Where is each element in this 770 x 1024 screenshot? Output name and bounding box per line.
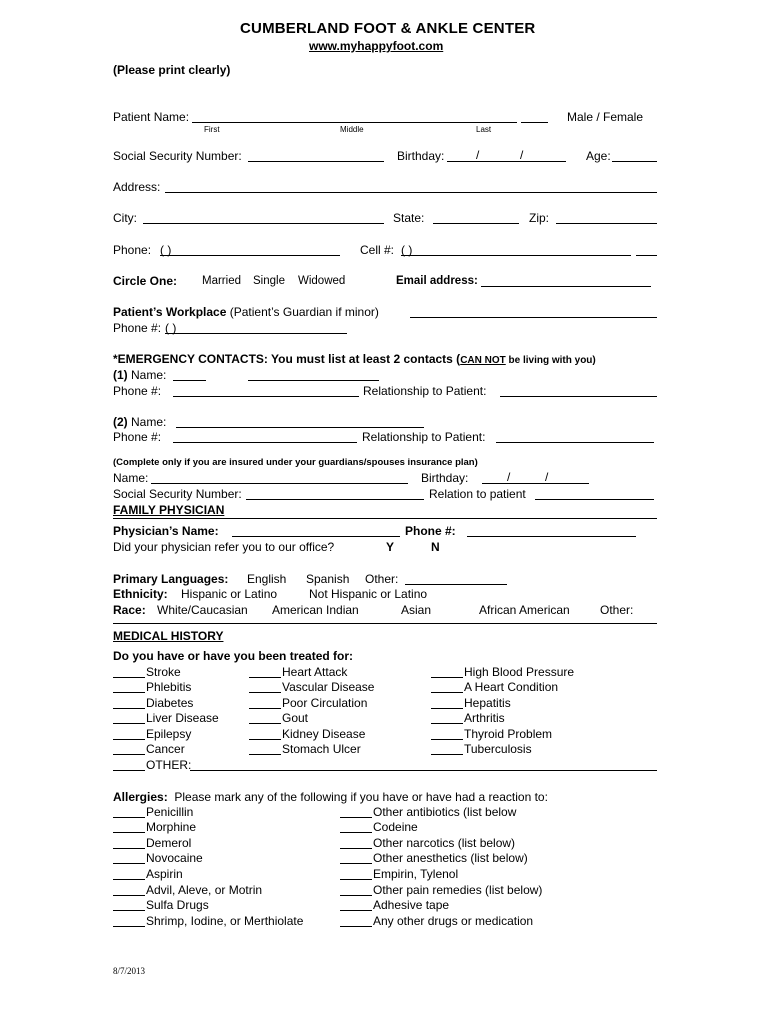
contact1-relationship-label: Relationship to Patient:	[363, 384, 487, 398]
allergy-other-narcotics: Other narcotics (list below)	[373, 836, 516, 850]
print-instruction: (Please print clearly)	[113, 63, 231, 77]
allergy-other-anesthetics: Other anesthetics (list below)	[373, 851, 528, 865]
condition-checkline[interactable]	[249, 739, 281, 740]
birthday-separator: /	[520, 148, 524, 162]
workplace-label: Patient’s Workplace	[113, 305, 227, 319]
physician-name-label: Physician’s Name:	[113, 524, 219, 538]
guardian-note: (Complete only if you are insured under your guardians/spouses insurance plan)	[113, 457, 478, 468]
languages-label: Primary Languages:	[113, 572, 229, 586]
condition-checkline[interactable]	[249, 677, 281, 678]
guardian-birthday-separator: /	[545, 470, 549, 484]
physician-phone-label: Phone #:	[405, 524, 456, 538]
contact1-name-label: Name:	[131, 368, 167, 382]
allergies-label: Allergies:	[113, 790, 168, 804]
allergies-instruction: Please mark any of the following if you have or have had a reaction to:	[174, 790, 548, 804]
condition-hepatitis: Hepatitis	[464, 696, 511, 710]
allergy-morphine: Morphine	[146, 820, 197, 834]
contact1-name-row	[113, 369, 166, 381]
condition-checkline[interactable]	[431, 677, 463, 678]
referral-yes-option[interactable]: Y	[386, 540, 395, 554]
condition-vascular-disease: Vascular Disease	[282, 680, 375, 694]
language-option-english[interactable]: English	[247, 572, 287, 586]
referral-question: Did your physician refer you to our office?	[113, 540, 335, 554]
condition-checkline[interactable]	[249, 708, 281, 709]
guardian-ssn-label: Social Security Number:	[113, 487, 242, 501]
condition-epilepsy: Epilepsy	[146, 727, 192, 741]
allergies-heading	[113, 791, 548, 803]
medical-history-question: Do you have or have you been treated for:	[113, 649, 354, 663]
allergy-sulfa-drugs: Sulfa Drugs	[146, 898, 209, 912]
allergy-checkline[interactable]	[113, 879, 145, 880]
condition-checkline[interactable]	[113, 770, 145, 771]
condition-poor-circulation: Poor Circulation	[282, 696, 368, 710]
condition-checkline[interactable]	[113, 692, 145, 693]
language-option-spanish[interactable]: Spanish	[306, 572, 350, 586]
zip-field[interactable]	[556, 223, 657, 224]
condition-phlebitis: Phlebitis	[146, 680, 192, 694]
allergy-shrimp-iodine-merthiolate: Shrimp, Iodine, or Merthiolate	[146, 914, 304, 928]
ssn-label: Social Security Number:	[113, 149, 242, 163]
race-label: Race:	[113, 603, 146, 617]
condition-kidney-disease: Kidney Disease	[282, 727, 366, 741]
contact2-phone-field[interactable]	[173, 442, 357, 443]
zip-label: Zip:	[529, 211, 550, 225]
contact2-name-field[interactable]	[176, 427, 424, 428]
condition-checkline[interactable]	[249, 723, 281, 724]
condition-stomach-ulcer: Stomach Ulcer	[282, 742, 361, 756]
condition-checkline[interactable]	[431, 692, 463, 693]
allergy-any-other-drugs: Any other drugs or medication	[373, 914, 534, 928]
allergy-demerol: Demerol	[146, 836, 192, 850]
condition-checkline[interactable]	[113, 754, 145, 755]
allergy-checkline[interactable]	[113, 863, 145, 864]
physician-name-field[interactable]	[232, 536, 400, 537]
workplace-field[interactable]	[410, 317, 657, 318]
guardian-relation-label: Relation to patient	[429, 487, 526, 501]
contact2-name-label: Name:	[131, 415, 167, 429]
circle-one-label: Circle One:	[113, 274, 178, 288]
condition-heart-attack: Heart Attack	[282, 665, 348, 679]
guardian-birthday-field[interactable]	[482, 483, 589, 484]
workplace-phone-area-code: ( )	[165, 321, 177, 335]
referral-no-option[interactable]: N	[431, 540, 440, 554]
emergency-heading	[113, 353, 596, 366]
allergy-checkline[interactable]	[340, 895, 372, 896]
workplace-phone-label: Phone #:	[113, 321, 162, 335]
condition-checkline[interactable]	[431, 708, 463, 709]
allergy-checkline[interactable]	[113, 926, 145, 927]
marital-option-single[interactable]: Single	[253, 275, 285, 287]
contact1-relationship-field[interactable]	[500, 396, 657, 397]
race-option-asian[interactable]: Asian	[401, 603, 432, 617]
allergy-checkline[interactable]	[113, 832, 145, 833]
language-other-field[interactable]	[405, 584, 507, 585]
race-option-other[interactable]: Other:	[600, 603, 634, 617]
city-field[interactable]	[143, 223, 384, 224]
guardian-relation-field[interactable]	[535, 499, 654, 500]
birthday-field[interactable]	[447, 161, 566, 162]
allergy-checkline[interactable]	[113, 910, 145, 911]
allergy-checkline[interactable]	[340, 848, 372, 849]
physician-phone-field[interactable]	[467, 536, 636, 537]
emergency-heading-tail: be living with you)	[505, 355, 596, 366]
contact2-phone-label: Phone #:	[113, 430, 162, 444]
section-divider	[113, 623, 657, 624]
allergy-checkline[interactable]	[340, 910, 372, 911]
allergy-aspirin: Aspirin	[146, 867, 183, 881]
allergy-checkline[interactable]	[340, 863, 372, 864]
patient-name-label: Patient Name:	[113, 110, 190, 124]
contact2-number: (2)	[113, 415, 128, 429]
birthday-label: Birthday:	[397, 149, 445, 163]
clinic-website-link[interactable]: www.myhappyfoot.com	[309, 39, 444, 53]
contact2-relationship-field[interactable]	[496, 442, 654, 443]
emergency-heading-text: *EMERGENCY CONTACTS: You must list at least 2 contacts (	[113, 352, 461, 366]
address-field[interactable]	[165, 192, 657, 193]
condition-checkline[interactable]	[249, 692, 281, 693]
name-last-sublabel: Last	[476, 125, 492, 134]
patient-name-field[interactable]	[192, 122, 517, 123]
guardian-birthday-label: Birthday:	[421, 471, 469, 485]
allergy-codeine: Codeine	[373, 820, 418, 834]
allergy-checkline[interactable]	[113, 817, 145, 818]
name-first-sublabel: First	[204, 125, 220, 134]
contact1-phone-label: Phone #:	[113, 384, 162, 398]
allergy-checkline[interactable]	[113, 848, 145, 849]
condition-diabetes: Diabetes	[146, 696, 194, 710]
patient-name-field-suffix[interactable]	[521, 122, 548, 123]
state-label: State:	[393, 211, 425, 225]
allergy-checkline[interactable]	[340, 926, 372, 927]
cell-area-code: ( )	[401, 243, 413, 257]
condition-other-label: OTHER:	[146, 758, 192, 772]
condition-checkline[interactable]	[431, 754, 463, 755]
email-field[interactable]	[481, 286, 651, 287]
condition-cancer: Cancer	[146, 742, 185, 756]
contact1-number: (1)	[113, 368, 128, 382]
condition-checkline[interactable]	[113, 739, 145, 740]
condition-stroke: Stroke	[146, 665, 181, 679]
workplace-heading	[113, 306, 379, 318]
allergy-checkline[interactable]	[113, 895, 145, 896]
email-label: Email address:	[396, 275, 478, 287]
condition-other-field[interactable]	[190, 770, 657, 771]
workplace-phone-field[interactable]	[165, 333, 347, 334]
medical-history-heading: MEDICAL HISTORY	[113, 629, 224, 643]
condition-tuberculosis: Tuberculosis	[464, 742, 532, 756]
ethnicity-option-not-hispanic[interactable]: Not Hispanic or Latino	[309, 587, 428, 601]
guardian-name-label: Name:	[113, 471, 149, 485]
allergy-checkline[interactable]	[340, 879, 372, 880]
state-field[interactable]	[433, 223, 519, 224]
ethnicity-label: Ethnicity:	[113, 587, 168, 601]
form-revision-date: 8/7/2013	[113, 966, 146, 976]
contact2-relationship-label: Relationship to Patient:	[362, 430, 486, 444]
allergy-checkline[interactable]	[340, 832, 372, 833]
condition-checkline[interactable]	[431, 739, 463, 740]
condition-checkline[interactable]	[249, 754, 281, 755]
condition-liver-disease: Liver Disease	[146, 711, 219, 725]
marital-option-widowed[interactable]: Widowed	[298, 275, 346, 287]
allergy-empirin-tylenol: Empirin, Tylenol	[373, 867, 459, 881]
condition-arthritis: Arthritis	[464, 711, 505, 725]
guardian-ssn-field[interactable]	[246, 499, 424, 500]
marital-option-married[interactable]: Married	[202, 275, 241, 287]
section-divider	[113, 518, 657, 519]
age-field[interactable]	[612, 161, 657, 162]
condition-checkline[interactable]	[113, 708, 145, 709]
allergy-other-antibiotics: Other antibiotics (list below	[373, 805, 517, 819]
birthday-separator: /	[476, 148, 480, 162]
emergency-heading-underlined: CAN NOT	[460, 355, 506, 366]
phone-label: Phone:	[113, 243, 152, 257]
allergy-advil-aleve-motrin: Advil, Aleve, or Motrin	[146, 883, 263, 897]
guardian-birthday-separator: /	[507, 470, 511, 484]
cell-field[interactable]	[401, 255, 631, 256]
language-option-other[interactable]: Other:	[365, 572, 399, 586]
ssn-field[interactable]	[248, 161, 384, 162]
workplace-note: (Patient’s Guardian if minor)	[229, 305, 379, 319]
age-label: Age:	[586, 149, 611, 163]
contact1-name-field-end[interactable]	[248, 380, 379, 381]
allergy-checkline[interactable]	[340, 817, 372, 818]
condition-high-blood-pressure: High Blood Pressure	[464, 665, 575, 679]
name-middle-sublabel: Middle	[340, 125, 364, 134]
guardian-name-field[interactable]	[151, 483, 408, 484]
cell-label: Cell #:	[360, 243, 395, 257]
condition-heart-condition: A Heart Condition	[464, 680, 559, 694]
phone-area-code: ( )	[160, 243, 172, 257]
gender-options[interactable]: Male / Female	[567, 110, 644, 124]
ethnicity-option-hispanic[interactable]: Hispanic or Latino	[181, 587, 278, 601]
address-label: Address:	[113, 180, 161, 194]
condition-checkline[interactable]	[113, 723, 145, 724]
race-option-african-american[interactable]: African American	[479, 603, 570, 617]
condition-gout: Gout	[282, 711, 309, 725]
allergy-penicillin: Penicillin	[146, 805, 194, 819]
allergy-other-pain-remedies: Other pain remedies (list below)	[373, 883, 543, 897]
cell-field-suffix[interactable]	[636, 255, 657, 256]
phone-field[interactable]	[160, 255, 340, 256]
condition-thyroid-problem: Thyroid Problem	[464, 727, 553, 741]
contact2-name-row	[113, 416, 166, 428]
family-physician-heading: FAMILY PHYSICIAN	[113, 503, 225, 517]
city-label: City:	[113, 211, 137, 225]
clinic-title: CUMBERLAND FOOT & ANKLE CENTER	[240, 20, 536, 37]
allergy-novocaine: Novocaine	[146, 851, 203, 865]
condition-checkline[interactable]	[113, 677, 145, 678]
allergy-adhesive-tape: Adhesive tape	[373, 898, 450, 912]
race-option-white[interactable]: White/Caucasian	[157, 603, 248, 617]
condition-checkline[interactable]	[431, 723, 463, 724]
contact1-name-field[interactable]	[173, 380, 206, 381]
race-option-american-indian[interactable]: American Indian	[272, 603, 359, 617]
contact1-phone-field[interactable]	[173, 396, 359, 397]
